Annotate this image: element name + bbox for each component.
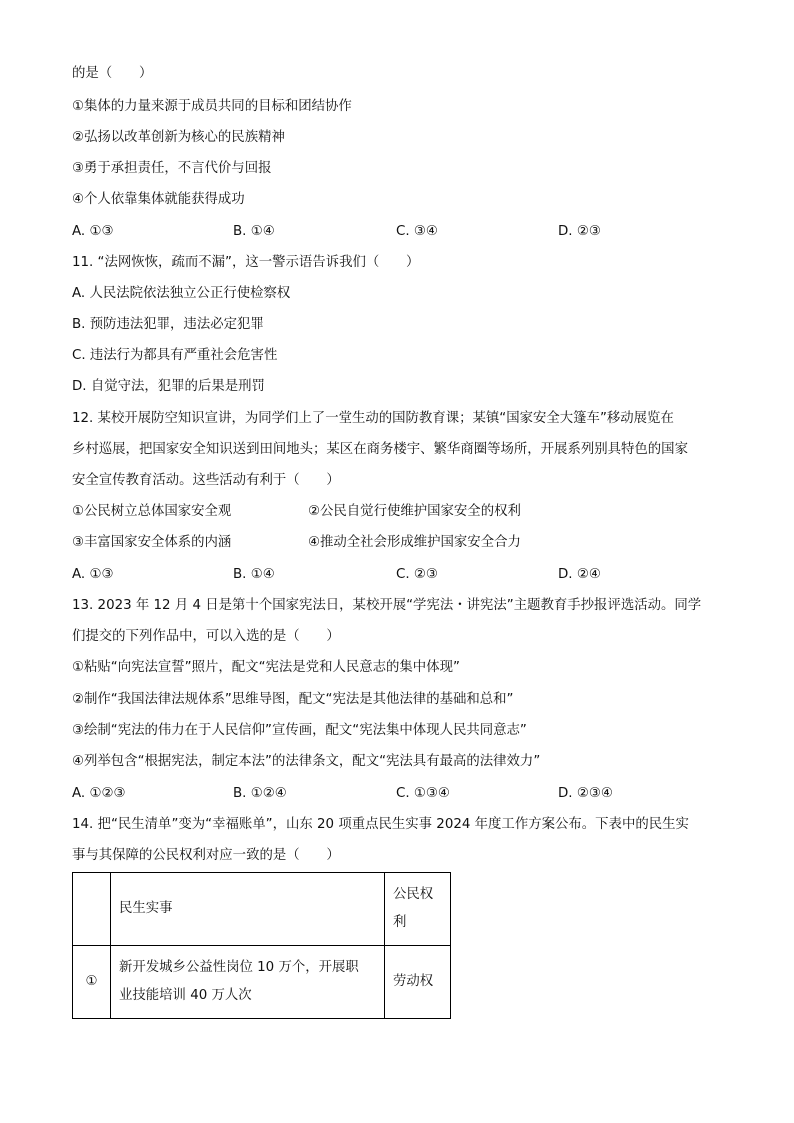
header-number-cell (73, 873, 111, 946)
row-number-cell: ① (73, 946, 111, 1019)
row-item-line-1: 新开发城乡公益性岗位 10 万个，开展职 (119, 960, 359, 975)
table-row (73, 946, 451, 1019)
q12-statement-1: ①公民树立总体国家安全观 (72, 504, 232, 519)
q10-statement-1: ①集体的力量来源于成员共同的目标和团结协作 (72, 99, 352, 114)
header-item-cell: 民生实事 (111, 873, 385, 946)
header-right-cell (385, 873, 451, 946)
q10-option-b: B. ①④ (233, 224, 275, 239)
q13-stem-line-2: 们提交的下列作品中，可以入选的是（ ） (72, 629, 340, 644)
q11-option-b: B. 预防违法犯罪，违法必定犯罪 (72, 317, 264, 332)
q12-option-a: A. ①③ (72, 567, 114, 582)
header-right-line-1: 公民权 (393, 887, 434, 902)
q12-statement-2: ②公民自觉行使维护国家安全的权利 (308, 504, 521, 519)
q11-stem: 11. “法网恢恢，疏而不漏”，这一警示语告诉我们（ ） (72, 255, 420, 270)
q12-stem-line-2: 乡村巡展，把国家安全知识送到田间地头；某区在商务楼宇、繁华商圈等场所，开展系列别具特色的国家 (72, 442, 688, 457)
q11-option-d: D. 自觉守法，犯罪的后果是刑罚 (72, 379, 265, 394)
q11-option-c: C. 违法行为都具有严重社会危害性 (72, 348, 278, 363)
q13-option-b: B. ①②④ (233, 786, 287, 801)
q10-statement-4: ④个人依靠集体就能获得成功 (72, 192, 245, 207)
q10-stem-continuation: 的是（ ） (72, 66, 153, 81)
q12-stem-line-1: 12. 某校开展防空知识宣讲，为同学们上了一堂生动的国防教育课；某镇“国家安全大篷车”移动展览在 (72, 411, 674, 426)
q13-option-c: C. ①③④ (396, 786, 450, 801)
q10-option-d: D. ②③ (558, 224, 601, 239)
row-item-line-2: 业技能培训 40 万人次 (119, 988, 252, 1003)
row-right-cell: 劳动权 (385, 946, 451, 1019)
q14-table (72, 872, 451, 1019)
q13-statement-4: ④列举包含“根据宪法，制定本法”的法律条文，配文“宪法具有最高的法律效力” (72, 754, 541, 769)
q13-statement-2: ②制作“我国法律法规体系”思维导图，配文“宪法是其他法律的基础和总和” (72, 692, 514, 707)
q13-option-a: A. ①②③ (72, 786, 126, 801)
q13-statement-3: ③绘制“宪法的伟力在于人民信仰”宣传画，配文“宪法集中体现人民共同意志” (72, 723, 527, 738)
q14-stem-line-1: 14. 把“民生清单”变为“幸福账单”，山东 20 项重点民生实事 2024 年度工作方案公布。下表中的民生实 (72, 817, 689, 832)
q11-option-a: A. 人民法院依法独立公正行使检察权 (72, 286, 291, 301)
q12-statement-3: ③丰富国家安全体系的内涵 (72, 535, 232, 550)
header-right-line-2: 利 (393, 915, 407, 930)
q12-option-c: C. ②③ (396, 567, 438, 582)
q12-stem-line-3: 安全宣传教育活动。这些活动有利于（ ） (72, 473, 340, 488)
q10-option-a: A. ①③ (72, 224, 114, 239)
q13-stem-line-1: 13. 2023 年 12 月 4 日是第十个国家宪法日，某校开展“学宪法・讲宪法”主题教育手抄报评选活动。同学 (72, 598, 702, 613)
row-item-cell (111, 946, 385, 1019)
q14-stem-line-2: 事与其保障的公民权利对应一致的是（ ） (72, 848, 340, 863)
q12-option-b: B. ①④ (233, 567, 275, 582)
q12-option-d: D. ②④ (558, 567, 601, 582)
q13-statement-1: ①粘贴“向宪法宣誓”照片，配文“宪法是党和人民意志的集中体现” (72, 660, 460, 675)
q10-statement-2: ②弘扬以改革创新为核心的民族精神 (72, 130, 285, 145)
q12-statement-4: ④推动全社会形成维护国家安全合力 (308, 535, 521, 550)
q13-option-d: D. ②③④ (558, 786, 613, 801)
q10-option-c: C. ③④ (396, 224, 438, 239)
table-row (73, 873, 451, 946)
q10-statement-3: ③勇于承担责任，不言代价与回报 (72, 161, 272, 176)
